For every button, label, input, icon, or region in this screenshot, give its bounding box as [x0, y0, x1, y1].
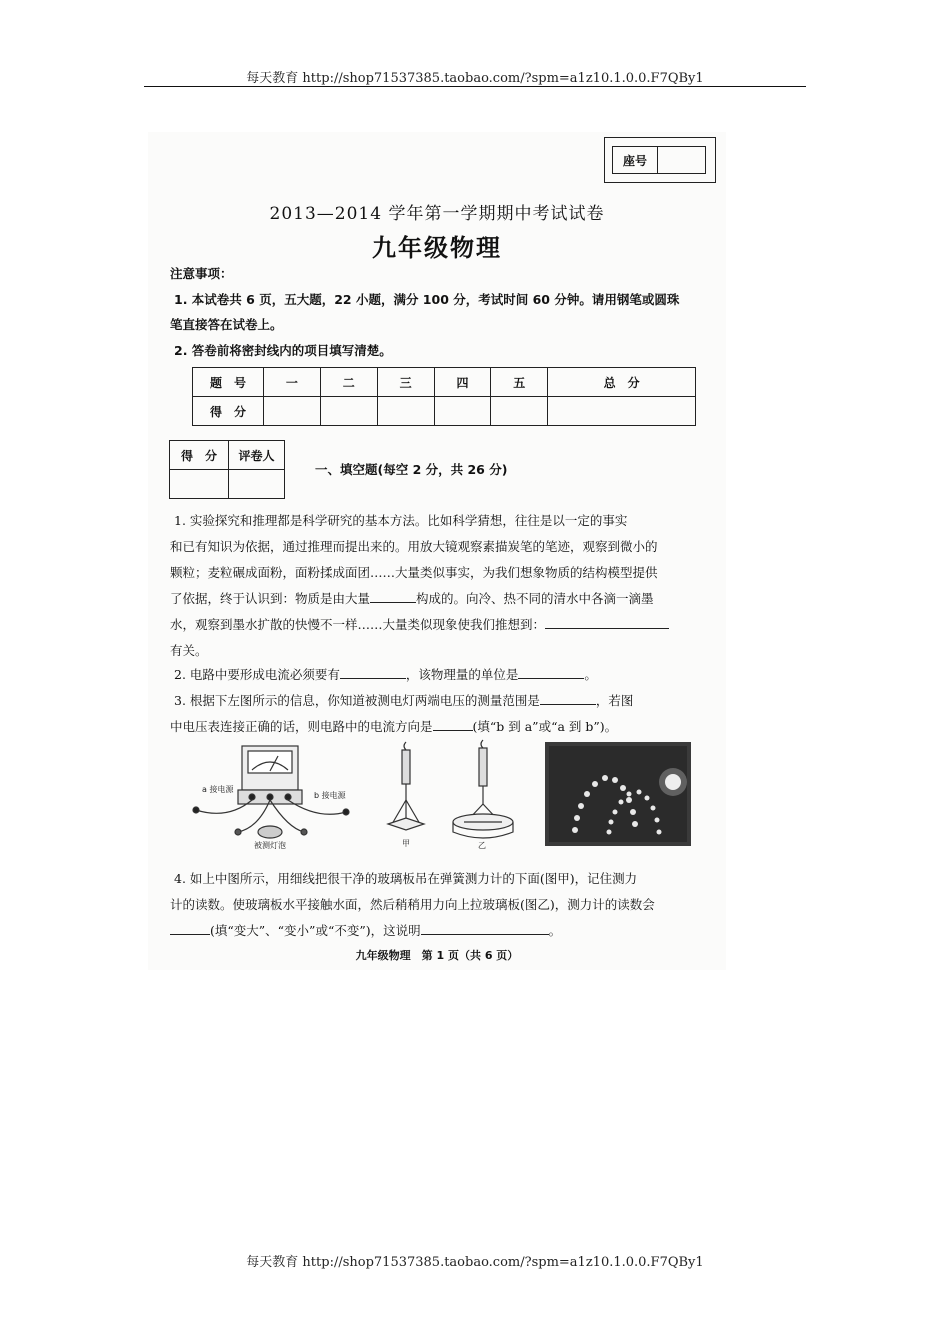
q4-line-2: 计的读数。使玻璃板水平接触水面，然后稍稍用力向上拉玻璃板(图乙)，测力计的读数会 — [170, 897, 655, 912]
label-yi: 乙 — [478, 841, 486, 850]
score-header-cell: 总 分 — [548, 368, 696, 397]
score-table — [192, 367, 696, 426]
q2-line: 2. 电路中要形成电流必须要有 ，该物理量的单位是 。 — [174, 662, 722, 688]
exam-page-footer: 九年级物理 第 1 页（共 6 页） — [355, 949, 519, 962]
label-a: a 接电源 — [202, 785, 234, 794]
q4-line-1: 4. 如上中图所示，用细线把很干净的玻璃板吊在弹簧测力计的下面(图甲)，记住测力 — [174, 871, 638, 886]
q1-line-3: 颗粒；麦粒碾成面粉，面粉揉成面团……大量类似事实，为我们想象物质的结构模型提供 — [170, 565, 658, 580]
grader-score-label: 得 分 — [170, 441, 229, 470]
q1-line-4: 了依据，终于认识到：物质是由大量 构成的。向冷、热不同的清水中各滴一滴墨 — [170, 586, 718, 612]
q3-blank-1 — [540, 690, 596, 705]
q1-line-5: 水，观察到墨水扩散的快慢不一样……大量类似现象使我们推想到： — [170, 612, 718, 638]
spring-scale-yi-figure — [444, 736, 522, 850]
q1-blank-1 — [370, 588, 416, 603]
seat-number-box — [604, 137, 716, 183]
scanned-exam-page — [148, 132, 726, 970]
score-row-label: 得 分 — [193, 397, 264, 426]
score-header-cell: 四 — [434, 368, 491, 397]
grader-table — [169, 440, 285, 499]
score-cell — [264, 397, 321, 426]
spring-scale-jia-figure — [376, 738, 436, 850]
notice-1: 1. 本试卷共 6 页，五大题，22 小题，满分 100 分，考试时间 60 分钟。请用钢笔或圆珠 — [174, 292, 680, 307]
q3-line-1: 3. 根据下左图所示的信息，你知道被测电灯两端电压的测量范围是 ，若图 — [174, 688, 722, 714]
exam-title: 2013—2014 学年第一学期期中考试试卷 — [269, 204, 605, 224]
score-header-cell: 二 — [320, 368, 377, 397]
grader-name-cell — [229, 470, 285, 499]
score-table-score-row — [193, 397, 696, 426]
q1-line-2: 和已有知识为依据，通过推理而提出来的。用放大镜观察素描炭笔的笔迹，观察到微小的 — [170, 539, 658, 554]
q1-line-6: 有关。 — [170, 643, 208, 658]
score-cell — [320, 397, 377, 426]
score-cell — [434, 397, 491, 426]
section-1-title: 一、填空题(每空 2 分，共 26 分) — [315, 462, 508, 477]
q4-blank-2 — [421, 920, 549, 935]
score-header-cell: 一 — [264, 368, 321, 397]
voltmeter-circuit-figure — [178, 740, 368, 850]
label-b: b 接电源 — [314, 791, 346, 800]
q1-line-1: 1. 实验探究和推理都是科学研究的基本方法。比如科学猜想，往往是以一定的事实 — [174, 513, 628, 528]
notice-heading: 注意事项： — [170, 266, 233, 281]
score-header-cell: 五 — [491, 368, 548, 397]
q4-line-3: (填“变大”、“变小”或“不变”)，这说明 。 — [170, 918, 718, 944]
subject-title: 九年级物理 — [372, 234, 502, 262]
score-header-cell: 三 — [377, 368, 434, 397]
score-header-cell: 题 号 — [193, 368, 264, 397]
q1-blank-2 — [545, 614, 669, 629]
q3-blank-2 — [433, 716, 473, 731]
seat-label: 座号 — [613, 147, 658, 173]
score-cell — [491, 397, 548, 426]
page-footer: 每天教育 http://shop71537385.taobao.com/?spm=a1z10.1.0.0.F7QBy1 — [246, 1255, 704, 1270]
grader-score-cell — [170, 470, 229, 499]
q2-blank-2 — [518, 664, 584, 679]
score-cell — [377, 397, 434, 426]
label-jia: 甲 — [402, 839, 410, 848]
q4-blank-1 — [170, 920, 210, 935]
grader-label: 评卷人 — [229, 441, 285, 470]
notice-1-cont: 笔直接答在试卷上。 — [170, 317, 283, 332]
notice-2: 2. 答卷前将密封线内的项目填写清楚。 — [174, 343, 392, 358]
page-header: 每天教育 http://shop71537385.taobao.com/?spm=a1z10.1.0.0.F7QBy1 — [246, 71, 704, 86]
q2-blank-1 — [340, 664, 406, 679]
header-rule — [144, 86, 806, 87]
score-table-header-row — [193, 368, 696, 397]
photo-figure — [545, 742, 691, 846]
q3-line-2: 中电压表连接正确的话，则电路中的电流方向是 (填“b 到 a”或“a 到 b”)。 — [170, 714, 718, 740]
seat-value-cell — [658, 147, 705, 173]
score-cell — [548, 397, 696, 426]
label-lamp: 被测灯泡 — [254, 841, 286, 850]
